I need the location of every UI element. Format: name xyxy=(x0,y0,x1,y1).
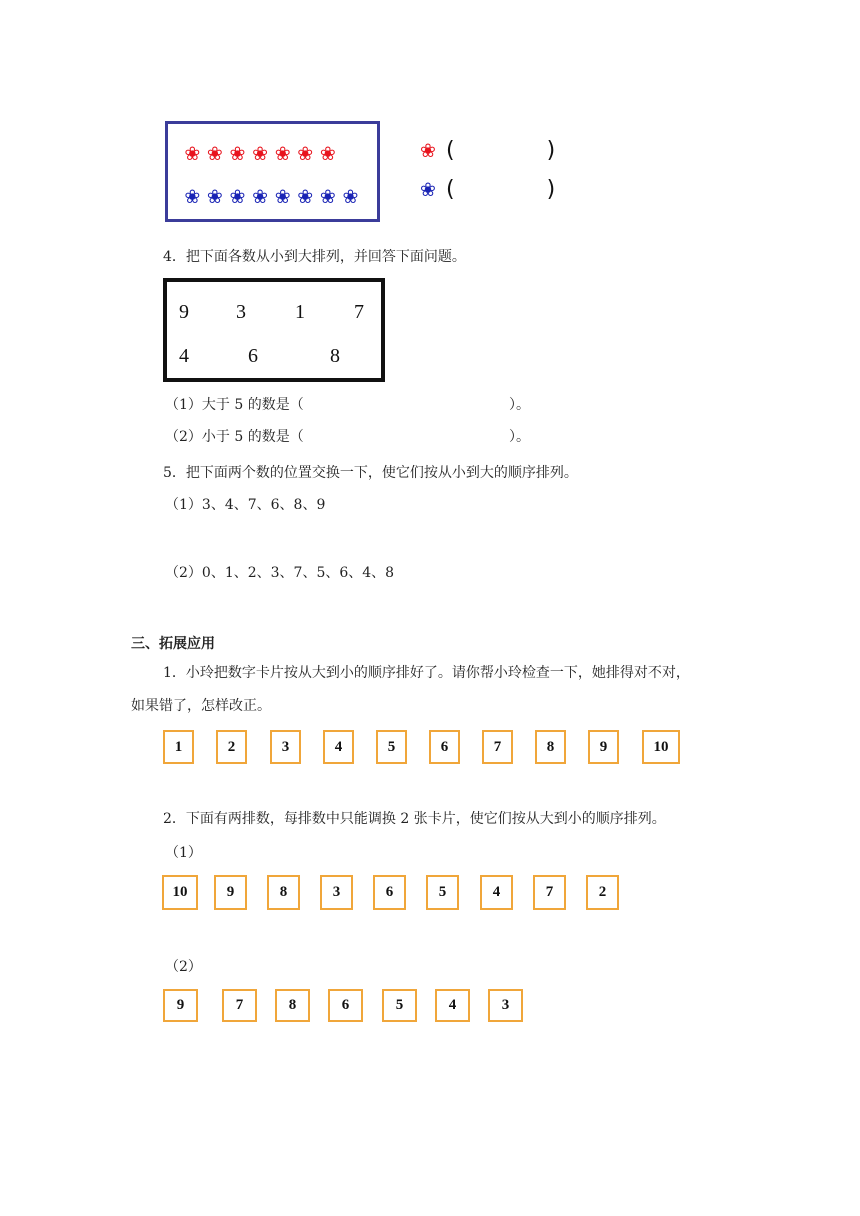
q4-sub1 xyxy=(165,398,304,412)
s3-q2-sub2-label: （2） xyxy=(165,959,202,975)
number-box xyxy=(163,278,385,382)
s3-q1-line2: 如果错了，怎样改正。 xyxy=(131,698,271,714)
number: 6 xyxy=(248,345,258,367)
blue-flower-icon: ❀ xyxy=(229,186,248,208)
red-answer-line xyxy=(420,140,555,162)
number-card: 2 xyxy=(216,730,247,764)
number-card: 9 xyxy=(163,989,198,1022)
number: 3 xyxy=(236,301,246,323)
flower-box xyxy=(165,121,380,222)
number: 4 xyxy=(179,345,189,367)
open-paren: ( xyxy=(445,138,455,163)
close-paren: ) xyxy=(546,177,556,202)
red-flower-icon: ❀ xyxy=(319,143,338,165)
red-flower-icon: ❀ xyxy=(297,143,316,165)
number-card: 10 xyxy=(642,730,680,764)
number-card: 7 xyxy=(533,875,566,910)
q4-sub1-text: （1）大于 5 的数是（ xyxy=(165,397,304,413)
number-card: 6 xyxy=(373,875,406,910)
number-card: 2 xyxy=(586,875,619,910)
number-card: 7 xyxy=(222,989,257,1022)
q4-sub2 xyxy=(165,430,304,444)
red-flower-icon: ❀ xyxy=(229,143,248,165)
number-card: 9 xyxy=(588,730,619,764)
number-card: 1 xyxy=(163,730,194,764)
q5-sub2: （2）0、1、2、3、7、5、6、4、8 xyxy=(165,565,395,581)
s3-q2-sub1-label: （1） xyxy=(165,845,202,861)
number-card: 6 xyxy=(328,989,363,1022)
number-card: 7 xyxy=(482,730,513,764)
number-card: 5 xyxy=(382,989,417,1022)
blue-flower-icon: ❀ xyxy=(252,186,271,208)
s3-q2-prompt: 2．下面有两排数，每排数中只能调换 2 张卡片，使它们按从大到小的顺序排列。 xyxy=(163,811,666,827)
s3-q1-line1: 1．小玲把数字卡片按从大到小的顺序排好了。请你帮小玲检查一下，她排得对不对， xyxy=(163,665,690,681)
number: 7 xyxy=(354,301,364,323)
blue-flower-icon: ❀ xyxy=(297,186,316,208)
number-card: 4 xyxy=(480,875,513,910)
blue-flower-icon: ❀ xyxy=(206,186,225,208)
blue-answer-line xyxy=(420,179,555,201)
number-card: 10 xyxy=(162,875,198,910)
number-card: 8 xyxy=(275,989,310,1022)
red-flower-icon: ❀ xyxy=(274,143,293,165)
section-title: 三、拓展应用 xyxy=(131,636,215,652)
blue-flower-icon: ❀ xyxy=(184,186,203,208)
q4-sub2-end: ）。 xyxy=(509,429,530,445)
number-card: 3 xyxy=(488,989,523,1022)
q5-prompt: 5．把下面两个数的位置交换一下，使它们按从小到大的顺序排列。 xyxy=(163,465,578,481)
open-paren: ( xyxy=(445,177,455,202)
blue-flower-icon: ❀ xyxy=(342,186,361,208)
red-flower-icon: ❀ xyxy=(184,143,203,165)
blue-flower-icon: ❀ xyxy=(319,186,338,208)
blue-flower-icon: ❀ xyxy=(420,179,436,201)
number-card: 5 xyxy=(376,730,407,764)
q4-prompt: 4．把下面各数从小到大排列，并回答下面问题。 xyxy=(163,249,466,265)
q4-sub1-end: ）。 xyxy=(509,397,530,413)
number-card: 6 xyxy=(429,730,460,764)
number-card: 9 xyxy=(214,875,247,910)
number-card: 8 xyxy=(535,730,566,764)
number-card: 3 xyxy=(270,730,301,764)
number-card: 8 xyxy=(267,875,300,910)
number-card: 4 xyxy=(435,989,470,1022)
number-card: 4 xyxy=(323,730,354,764)
number: 9 xyxy=(179,301,189,323)
red-flower-row xyxy=(182,145,340,164)
close-paren: ) xyxy=(546,138,556,163)
q5-sub1: （1）3、4、7、6、8、9 xyxy=(165,497,326,513)
number: 8 xyxy=(330,345,340,367)
number: 1 xyxy=(295,301,305,323)
blue-flower-icon: ❀ xyxy=(274,186,293,208)
number-card: 3 xyxy=(320,875,353,910)
red-flower-icon: ❀ xyxy=(252,143,271,165)
number-card: 5 xyxy=(426,875,459,910)
blue-flower-row xyxy=(182,188,363,207)
red-flower-icon: ❀ xyxy=(420,140,436,162)
red-flower-icon: ❀ xyxy=(206,143,225,165)
q4-sub2-text: （2）小于 5 的数是（ xyxy=(165,429,304,445)
